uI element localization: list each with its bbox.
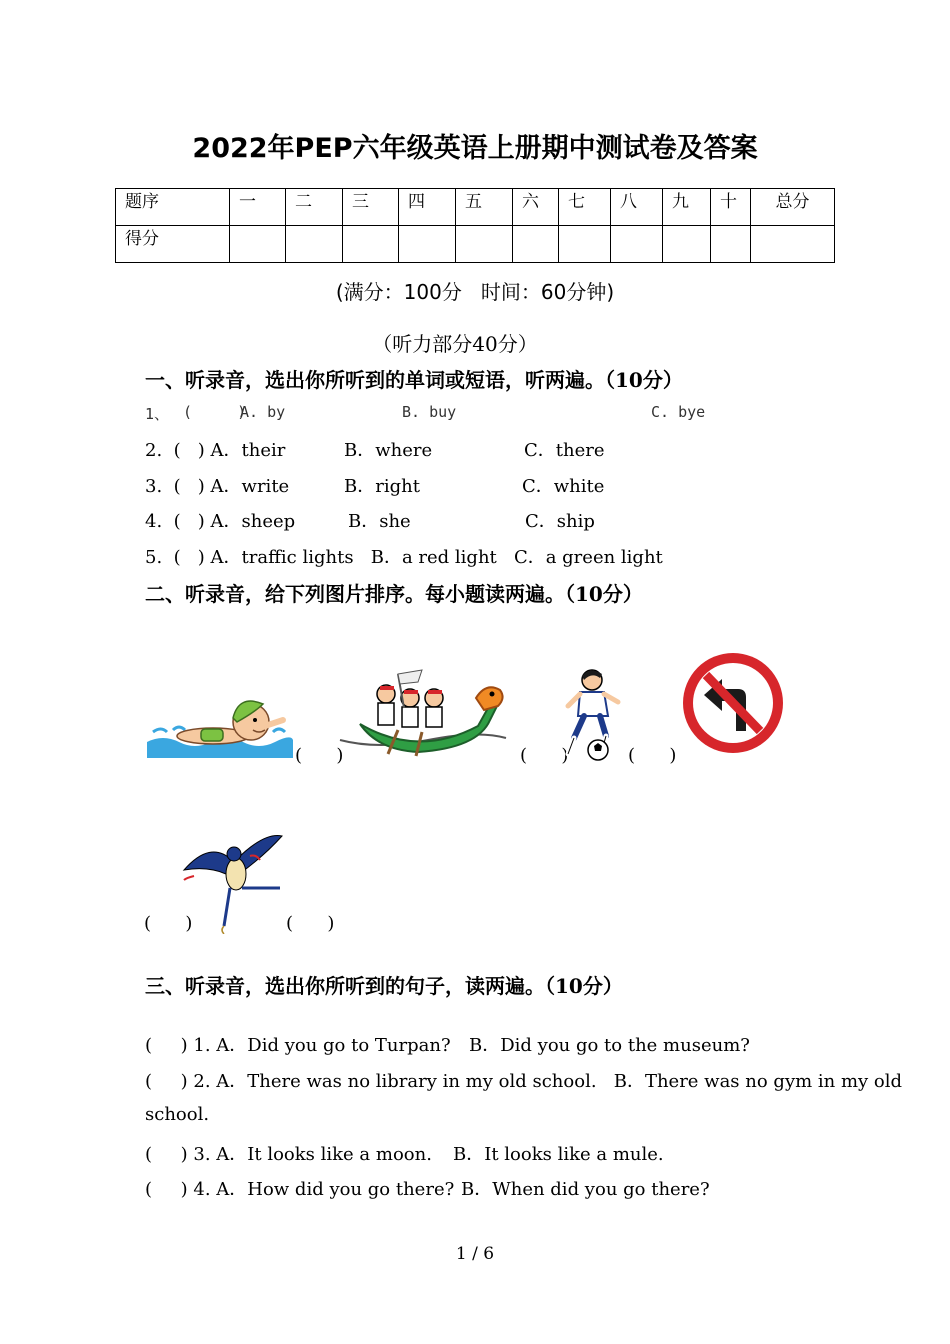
dragon-boat-icon bbox=[338, 668, 508, 766]
q2-stem: 2. ( ) A．their bbox=[145, 440, 286, 461]
score-input-cell[interactable] bbox=[456, 226, 513, 263]
s3-q2-line[interactable]: ( ) 2. A．There was no library in my old school. B．There was no gym in my old bbox=[145, 1071, 903, 1092]
table-cell: 九 bbox=[663, 189, 711, 226]
picture-answer-paren-4[interactable]: ( ) bbox=[144, 913, 193, 934]
table-cell: 三 bbox=[343, 189, 399, 226]
q4-stem: 4. ( ) A．sheep bbox=[145, 511, 296, 532]
table-cell: 七 bbox=[559, 189, 611, 226]
section2-heading: 二、听录音，给下列图片排序。每小题读两遍。（10分） bbox=[145, 582, 643, 606]
table-cell: 一 bbox=[230, 189, 286, 226]
picture-answer-paren-2[interactable]: ( ) bbox=[520, 745, 569, 766]
score-input-cell[interactable] bbox=[711, 226, 751, 263]
q1-option-a[interactable]: A. by bbox=[240, 403, 286, 421]
table-cell: 得分 bbox=[116, 226, 230, 263]
section3-heading: 三、听录音，选出你所听到的句子，读两遍。（10分） bbox=[145, 974, 623, 998]
score-input-cell[interactable] bbox=[286, 226, 343, 263]
exam-subtitle: (满分：100分 时间：60分钟) bbox=[335, 280, 615, 304]
q5-line: 5. ( ) A．traffic lights B．a red light C．a green light bbox=[145, 547, 663, 568]
picture-answer-paren-1[interactable]: ( ) bbox=[295, 745, 344, 766]
q2-option-b[interactable]: B．where bbox=[344, 440, 433, 461]
s3-q1-option-b[interactable]: B．Did you go to the museum? bbox=[469, 1035, 750, 1056]
score-input-cell[interactable] bbox=[611, 226, 663, 263]
table-cell: 题序 bbox=[116, 189, 230, 226]
table-cell: 四 bbox=[399, 189, 456, 226]
table-cell: 十 bbox=[711, 189, 751, 226]
q4-option-b[interactable]: B．she bbox=[348, 511, 411, 532]
table-row bbox=[116, 226, 835, 263]
score-input-cell[interactable] bbox=[513, 226, 559, 263]
s3-q4-option-b[interactable]: B．When did you go there? bbox=[461, 1179, 710, 1200]
score-input-cell[interactable] bbox=[399, 226, 456, 263]
q1-option-b[interactable]: B. buy bbox=[402, 403, 457, 421]
score-table bbox=[115, 188, 835, 263]
score-input-cell[interactable] bbox=[230, 226, 286, 263]
footballer-icon bbox=[556, 666, 626, 764]
score-input-cell[interactable] bbox=[559, 226, 611, 263]
q2-option-c[interactable]: C．there bbox=[524, 440, 605, 461]
table-cell: 二 bbox=[286, 189, 343, 226]
page-number: 1 / 6 bbox=[455, 1244, 495, 1264]
q3-option-c[interactable]: C．white bbox=[522, 476, 605, 497]
q4-option-c[interactable]: C．ship bbox=[525, 511, 595, 532]
q3-option-b[interactable]: B．right bbox=[344, 476, 420, 497]
q1-number: 1、 bbox=[145, 405, 170, 423]
q1-answer-paren[interactable]: ( ) bbox=[183, 403, 247, 421]
swimmer-icon bbox=[143, 684, 295, 764]
score-input-cell[interactable] bbox=[343, 226, 399, 263]
page-title: 2022年PEP六年级英语上册期中测试卷及答案 bbox=[192, 133, 758, 164]
table-cell: 总分 bbox=[751, 189, 835, 226]
s3-q3-option-b[interactable]: B．It looks like a mule. bbox=[453, 1144, 664, 1165]
score-input-cell[interactable] bbox=[751, 226, 835, 263]
score-input-cell[interactable] bbox=[663, 226, 711, 263]
swallow-kite-icon bbox=[180, 830, 286, 934]
table-cell: 六 bbox=[513, 189, 559, 226]
s3-q3-option-a[interactable]: ( ) 3. A．It looks like a moon. bbox=[145, 1144, 432, 1165]
picture-answer-paren-3[interactable]: ( ) bbox=[628, 745, 677, 766]
picture-answer-paren-5[interactable]: ( ) bbox=[286, 913, 335, 934]
s3-q4-option-a[interactable]: ( ) 4. A．How did you go there? bbox=[145, 1179, 455, 1200]
table-row bbox=[116, 189, 835, 226]
s3-q2-continuation: school. bbox=[145, 1104, 210, 1125]
q3-stem: 3. ( ) A．write bbox=[145, 476, 290, 497]
table-cell: 五 bbox=[456, 189, 513, 226]
q1-option-c[interactable]: C. bye bbox=[651, 403, 706, 421]
no-left-turn-sign-icon bbox=[680, 651, 786, 755]
table-cell: 八 bbox=[611, 189, 663, 226]
s3-q1-option-a[interactable]: ( ) 1. A．Did you go to Turpan? bbox=[145, 1035, 451, 1056]
section1-heading: 一、听录音，选出你所听到的单词或短语，听两遍。（10分） bbox=[145, 368, 683, 392]
listening-part-label: （听力部分40分） bbox=[372, 332, 538, 356]
